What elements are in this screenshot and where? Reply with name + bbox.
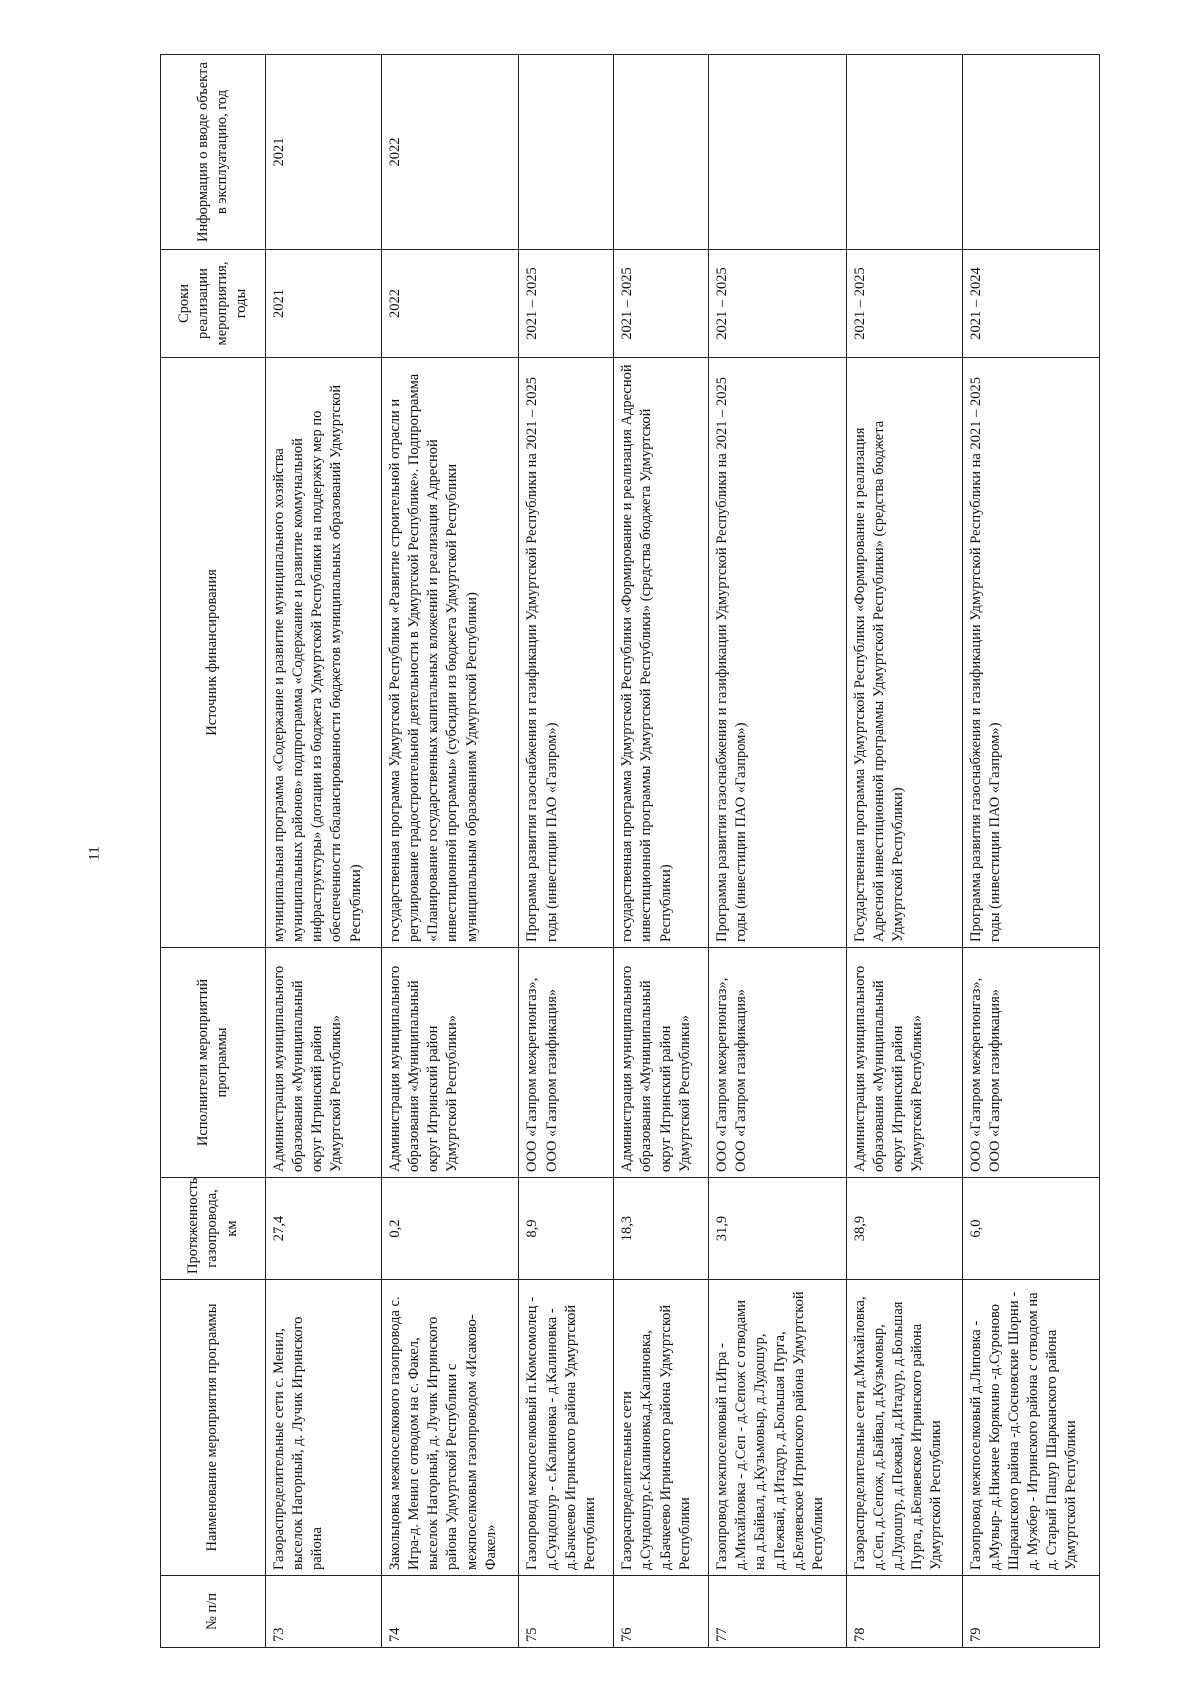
row-length: 18,3 [614,1178,709,1280]
row-length: 6,0 [962,1178,1099,1280]
table-row [266,55,382,1648]
row-period: 2022 [382,250,519,358]
header-number: № п/п [161,1576,266,1648]
row-period: 2021 – 2025 [846,250,962,358]
rotated-table-container [160,55,1100,1648]
row-funding-source: муниципальная программа «Содержание и развитие муниципального хозяйства муниципальных районов» подпрограмма «Содержание и развитие коммунальной инфраструктуры» (дотации из бюджета Удмуртской Республики на поддержку мер по обеспеченности сбалансированности бюджетов муниципальных образований Удмуртской Республики) [266,358,382,948]
header-event-name: Наименование мероприятия программы [161,1280,266,1576]
row-funding-source: Программа развития газоснабжения и газификации Удмуртской Республики на 2021 – 2025 годы (инвестиции ПАО «Газпром») [962,358,1099,948]
row-executors: Администрация муниципального образования «Муниципальный округ Игринский район Удмуртской Республики» [382,948,519,1178]
row-executors: Администрация муниципального образования «Муниципальный округ Игринский район Удмуртской Республики» [846,948,962,1178]
table-header-row [161,55,266,1648]
row-number: 76 [614,1576,709,1648]
row-funding-source: государственная программа Удмуртской Республики «Развитие строительной отрасли и регулирование градостроительной деятельности в Удмуртской Республике». Подпрограмма «Планирование государственных капитальных вложений и реализация Адресной инвестиционной программы» (субсидии из бюджета Удмуртской Республики муниципальным образованиям Удмуртской Республики) [382,358,519,948]
row-commissioning [846,55,962,250]
table-row [846,55,962,1648]
row-length: 38,9 [846,1178,962,1280]
gasification-program-table [160,54,1100,1648]
row-event-name: Газопровод межпоселковый п.Комсомолец - д.Сундошур - с.Калиновка - д.Калиновка - д.Бачкеево Игринского района Удмуртской Республики [519,1280,614,1576]
row-executors: Администрация муниципального образования «Муниципальный округ Игринский район Удмуртской Республики» [614,948,709,1178]
row-period: 2021 [266,250,382,358]
row-number: 73 [266,1576,382,1648]
page-number: 11 [86,846,103,861]
row-commissioning [614,55,709,250]
row-number: 78 [846,1576,962,1648]
row-funding-source: Программа развития газоснабжения и газификации Удмуртской Республики на 2021 – 2025 годы (инвестиции ПАО «Газпром») [519,358,614,948]
row-length: 0,2 [382,1178,519,1280]
row-number: 74 [382,1576,519,1648]
table-row [519,55,614,1648]
row-length: 27,4 [266,1178,382,1280]
row-executors: ООО «Газпром межрегионгаз», ООО «Газпром газификация» [519,948,614,1178]
header-pipeline-length: Протяженность газопровода, км [161,1178,266,1280]
row-commissioning: 2021 [266,55,382,250]
row-number: 79 [962,1576,1099,1648]
header-executors: Исполнители мероприятий программы [161,948,266,1178]
row-period: 2021 – 2025 [519,250,614,358]
header-implementation-period: Сроки реализации мероприятия, годы [161,250,266,358]
row-funding-source: Государственная программа Удмуртской Республики «Формирование и реализация Адресной инвестиционной программы Удмуртской Республики» (средства бюджета Удмуртской Республики) [846,358,962,948]
row-period: 2021 – 2024 [962,250,1099,358]
table-row [962,55,1099,1648]
row-executors: ООО «Газпром межрегионгаз», ООО «Газпром газификация» [709,948,846,1178]
header-commissioning-info: Информация о вводе объекта в эксплуатацию, год [161,55,266,250]
row-commissioning [519,55,614,250]
row-event-name: Закольцовка межпоселкового газопровода с. Игра-д. Менил с отводом на с. Факел, выселок Нагорный, д. Лучик Игринского района Удмуртской Республики с межпоселковым газопроводом «Исаково-Факел» [382,1280,519,1576]
row-commissioning: 2022 [382,55,519,250]
row-length: 31,9 [709,1178,846,1280]
table-row [614,55,709,1648]
table-row [709,55,846,1648]
row-length: 8,9 [519,1178,614,1280]
row-executors: Администрация муниципального образования «Муниципальный округ Игринский район Удмуртской Республики» [266,948,382,1178]
row-event-name: Газопровод межпоселковый д.Липовка - д.Мувыр- д.Нижнее Корякино -д.Суроново Шарканского района -д.Сосновские Шорни - д. Мужбер - Игринского района с отводом на д. Старый Пашур Шарканского района Удмуртской Республики [962,1280,1099,1576]
row-event-name: Газопровод межпоселковый п.Игра - д.Михайловка - д.Сеп - д.Сепож с отводами на д.Байвал, д.Кузьмовыр, д.Лудошур, д.Пежвай, д.Итадур, д.Большая Пурга, д.Беляевское Игринского района Удмуртской Республики [709,1280,846,1576]
row-event-name: Газораспределительные сети д.Сундошур,с.Калиновка,д.Калиновка, д.Бачкеево Игринского района Удмуртской Республики [614,1280,709,1576]
row-period: 2021 – 2025 [614,250,709,358]
row-event-name: Газораспределительные сети д.Михайловка, д.Сеп, д.Сепож, д.Байвал, д.Кузьмовыр, д.Лудошур, д.Пежвай, д.Итадур, д.Большая Пурга, д.Беляевское Игринского района Удмуртской Республики [846,1280,962,1576]
row-funding-source: государственная программа Удмуртской Республики «Формирование и реализация Адресной инвестиционной программы Удмуртской Республики» (средства бюджета Удмуртской Республики) [614,358,709,948]
row-funding-source: Программа развития газоснабжения и газификации Удмуртской Республики на 2021 – 2025 годы (инвестиции ПАО «Газпром») [709,358,846,948]
header-funding-source: Источник финансирования [161,358,266,948]
row-event-name: Газораспределительные сети с. Менил, выселок Нагорный, д. Лучик Игринского района [266,1280,382,1576]
row-executors: ООО «Газпром межрегионгаз», ООО «Газпром газификация» [962,948,1099,1178]
row-number: 75 [519,1576,614,1648]
row-period: 2021 – 2025 [709,250,846,358]
row-number: 77 [709,1576,846,1648]
table-row [382,55,519,1648]
row-commissioning [962,55,1099,250]
row-commissioning [709,55,846,250]
